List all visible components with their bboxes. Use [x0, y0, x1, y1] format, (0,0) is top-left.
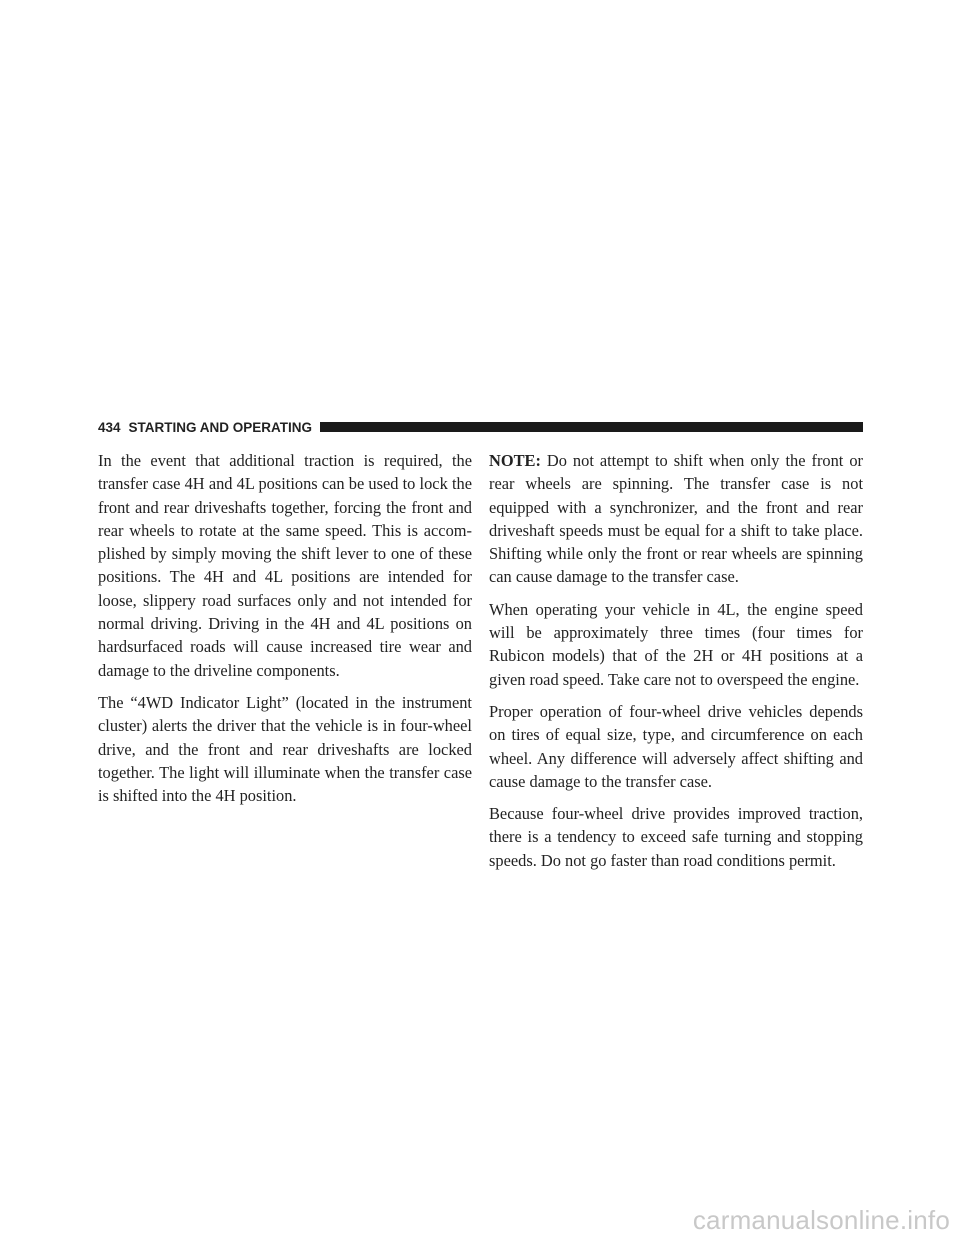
left-column: [98, 449, 472, 816]
paragraph-safe-speeds: Because four-wheel drive provides improved traction, there is a tendency to exceed safe turning and stopping speeds. Do not go faster than road conditions permit.: [489, 804, 863, 870]
page-header: [98, 418, 863, 436]
note-paragraph: [489, 449, 863, 589]
header-rule: [320, 422, 863, 432]
page-number: 434: [98, 419, 121, 435]
note-text: Do not attempt to shift when only the front or rear wheels are spinning. The transfer case is not equipped with a synchronizer, and the front and rear driveshaft speeds must be equal for a shift to take place. Shifting while only the front or rear wheels are spinning can cause damage to the transfer case.: [489, 451, 863, 587]
paragraph-indicator-light: The “4WD Indicator Light” (located in the instrument cluster) alerts the driver that the vehicle is in four-wheel drive, and the front and rear driveshafts are locked together. The light will illuminate when the transfer case is shifted into the 4H position.: [98, 692, 472, 806]
note-label: NOTE:: [489, 451, 541, 470]
paragraph-traction: In the event that additional traction is required, the transfer case 4H and 4L positions can be used to lock the front and rear driveshafts together, forcing the front and rear wheels to rotate at the same speed. This is accomplished by simply moving the shift lever to one of these positions. The 4H and 4L positions are intended for loose, slippery road surfaces only and not intended for normal driving. Driving in the 4H and 4L positions on hardsurfaced roads will cause increased tire wear and damage to the driveline components.: [98, 451, 472, 680]
paragraph-engine-speed: When operating your vehicle in 4L, the engine speed will be approximately three times (four times for Rubicon models) that of the 2H or 4H positions at a given road speed. Take care not to overspeed the engine.: [489, 599, 863, 689]
section-title: STARTING AND OPERATING: [128, 419, 313, 435]
paragraph-tires: Proper operation of four-wheel drive vehicles depends on tires of equal size, type, and circumference on each wheel. Any difference will adversely affect shifting and cause damage to the transfer case.: [489, 701, 863, 791]
watermark: carmanualsonline.info: [692, 1205, 950, 1235]
right-column: [489, 449, 863, 881]
